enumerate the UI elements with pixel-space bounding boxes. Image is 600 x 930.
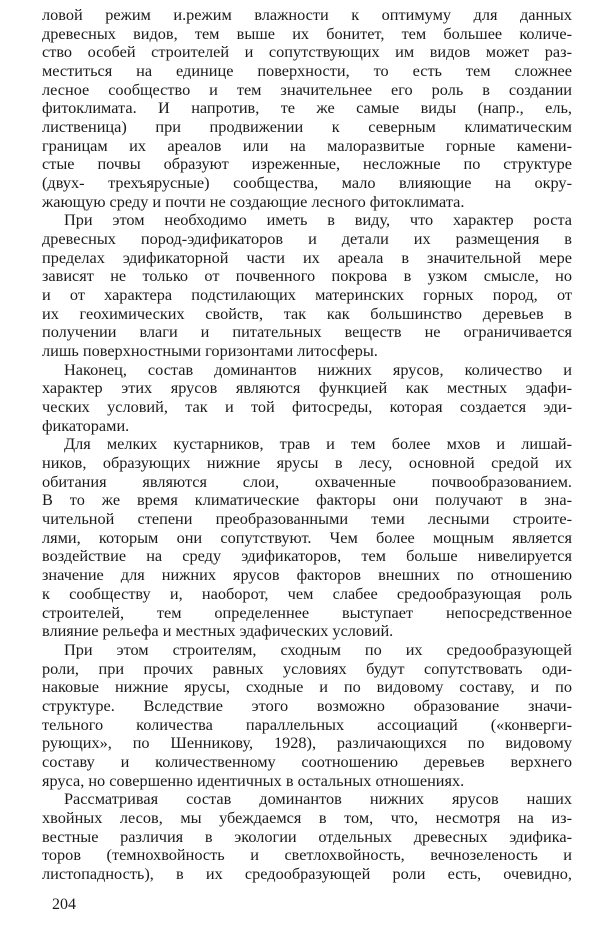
text-line: ческих условий, так и той фитосреды, которая создается эди-: [42, 397, 572, 417]
text-line: рующих», по Шенникову, 1928), различающихся по видовому: [42, 733, 572, 753]
text-line: В то же время климатические факторы они получают в зна-: [42, 490, 572, 510]
text-line: яруса, но совершенно идентичных в остальных отношениях.: [42, 770, 465, 790]
page-number: 204: [52, 896, 76, 913]
text-line: зависят не только от почвенного покрова в узком смысле, но: [42, 266, 572, 286]
text-line: значение для нижних ярусов факторов внешних по отношению: [42, 565, 572, 585]
text-line: строителей, тем определеннее выступает непосредственное: [42, 602, 572, 622]
text-line: вестные различия в экологии отдельных древесных эдифика-: [42, 826, 572, 846]
text-line: древесных видов, тем выше их бонитет, тем большее количе-: [42, 23, 572, 43]
text-line: ловой режим и.режим влажности к оптимуму для данных: [42, 5, 572, 24]
text-line: структуре. Вследствие этого возможно образование значи-: [42, 695, 572, 715]
text-line: роли, при прочих равных условиях будут сопутствовать оди-: [42, 658, 572, 678]
text-line: листопадность), в их средообразующей роли есть, очевидно,: [42, 863, 572, 883]
text-line: фитоклимата. И напротив, те же самые виды (напр., ель,: [42, 98, 572, 118]
text-line: При этом необходимо иметь в виду, что характер роста: [64, 210, 572, 230]
paragraph: [42, 361, 572, 436]
text-line: пределах эдификаторной части их ареала в значительной мере: [42, 247, 572, 267]
text-line: к сообществу и, наоборот, чем слабее средообразующая роль: [42, 583, 572, 603]
text-line: границам их ареалов или на малоразвитые горные камени-: [42, 135, 572, 155]
text-line: стые почвы образуют изреженные, несложные по структуре: [42, 154, 572, 174]
text-line: (двух- трехъярусные) сообщества, мало влияющие на окру-: [42, 173, 572, 193]
text-line: лесное сообщество и тем значительнее его роль в создании: [42, 79, 572, 99]
text-line: торов (темнохвойность и светлохвойность, вечнозеленость и: [42, 845, 572, 865]
paragraph: [42, 6, 572, 211]
text-line: Наконец, состав доминантов нижних ярусов, количество и: [64, 359, 572, 379]
text-line: составу и количественному соотношению деревьев верхнего: [42, 751, 572, 771]
text-line: При этом строителям, сходным по их средообразующей: [64, 639, 572, 659]
text-line: получении влаги и питательных веществ не ограничивается: [42, 322, 572, 342]
text-line: их геохимических свойств, так как большинство деревьев в: [42, 303, 572, 323]
paragraph: [42, 435, 572, 640]
text-line: воздействие на среду эдификаторов, тем больше нивелируется: [42, 546, 572, 566]
text-line: фикаторами.: [42, 415, 130, 435]
text-line: хвойных лесов, мы убеждаемся в том, что, несмотря на из-: [42, 807, 572, 827]
text-line: чительной степени преобразованными теми лесными строите-: [42, 509, 572, 529]
paragraph: [42, 641, 572, 790]
text-line: древесных пород-эдификаторов и детали их размещения в: [42, 229, 572, 249]
text-line: влияние рельефа и местных эдафических условий.: [42, 621, 394, 641]
text-line: тельного количества параллельных ассоциаций («конверги-: [42, 714, 572, 734]
page-body: [42, 6, 572, 884]
paragraph: [42, 211, 572, 360]
text-line: Рассматривая состав доминантов нижних ярусов наших: [64, 789, 572, 809]
text-line: ников, образующих нижние ярусы в лесу, основной средой их: [42, 453, 572, 473]
text-line: обитания являются слои, охваченные почвообразованием.: [42, 471, 572, 491]
text-line: наковые нижние ярусы, сходные и по видовому составу, и по: [42, 677, 572, 697]
text-line: жающую среду и почти не создающие лесного фитоклимата.: [42, 191, 465, 211]
text-line: ство особей строителей и сопутствующих им видов может раз-: [42, 42, 572, 62]
paragraph: [42, 790, 572, 883]
text-line: лишь поверхностными горизонтами литосферы.: [42, 341, 378, 361]
text-line: меститься на единице поверхности, то есть тем сложнее: [42, 61, 572, 81]
text-line: Для мелких кустарников, трав и тем более мхов и лишай-: [64, 434, 572, 454]
text-line: и от характера подстилающих материнских горных пород, от: [42, 285, 572, 305]
text-line: характер этих ярусов являются функцией как местных эдафи-: [42, 378, 572, 398]
text-line: лиственица) при продвижении к северным климатическим: [42, 117, 572, 137]
text-line: лями, которым они сопутствуют. Чем более мощным является: [42, 527, 572, 547]
